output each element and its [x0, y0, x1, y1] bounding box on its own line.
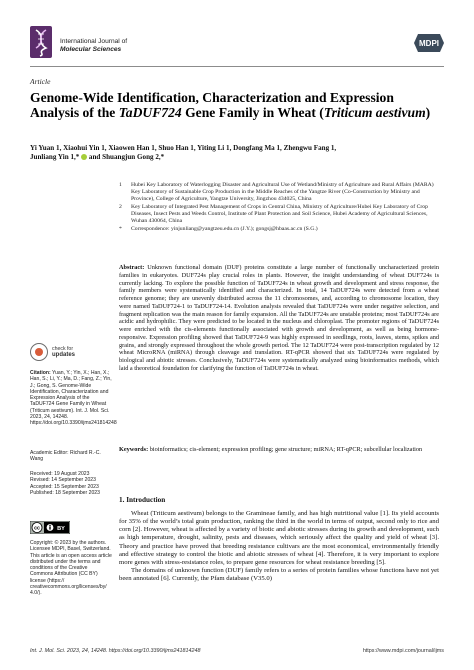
section-heading: 1. Introduction: [119, 496, 166, 504]
citation-label: Citation:: [30, 370, 51, 376]
abstract-label: Abstract:: [119, 264, 145, 271]
updates-icon: [30, 343, 48, 361]
abstract: [119, 264, 439, 373]
intro-paragraph: The domains of unknown function (DUF) family refers to a series of protein families whose functions have not yet been annotated [6]. Currently, the Pfam database (V35.0): [119, 567, 439, 583]
affiliation-number: 1: [119, 182, 122, 188]
journal-name-line2: Molecular Sciences: [60, 46, 122, 53]
date-accepted: Accepted: 15 September 2023: [30, 483, 99, 490]
date-published: Published: 18 September 2023: [30, 489, 100, 496]
authors-line2: [30, 153, 444, 162]
mdpi-logo-text: MDPI: [419, 39, 439, 49]
affiliation-item: [119, 182, 439, 203]
keywords-text: bioinformatics; cis-element; expression profiling; gene structure; miRNA; RT-qPCR; subcellular localization: [149, 446, 423, 453]
dates-block: [30, 471, 112, 496]
affiliation-number: 2: [119, 204, 122, 211]
check-for-updates-button[interactable]: [30, 342, 90, 364]
title-gene: TaDUF724: [118, 105, 182, 121]
article-title: [30, 90, 444, 121]
check-updates-line1: check for: [52, 346, 74, 352]
article-type: Article: [30, 77, 51, 86]
header: [30, 26, 444, 66]
svg-text:BY: BY: [57, 525, 65, 532]
mdpi-logo: [414, 34, 444, 52]
keywords: [119, 446, 439, 454]
header-divider: [30, 66, 444, 67]
introduction-body: [119, 510, 439, 583]
license-text: Copyright: © 2023 by the authors. Licensee MDPI, Basel, Switzerland. This article is an open access article distributed under the terms and conditions of the Creative Commons Attribution (CC BY) license (https:// creativecommons.org/licenses/by/ 4.0/).: [30, 540, 112, 596]
citation-text[interactable]: Yuan, Y.; Yin, X.; Han, X.; Han, S.; Li, Y.; Ma, D.; Fang, Z.; Yin, J.; Gong, S. Genome-Wide Identification, Characterization and Expression Analysis of the TaDUF724 Gene Family in Wheat (Triticum aestivum). Int. J. Mol. Sci. 2023, 24, 14248. https://doi.org/10.3390/ijms241814248: [30, 370, 117, 426]
footer-journal-url[interactable]: https://www.mdpi.com/journal/ijms: [362, 648, 444, 654]
intro-paragraph: Wheat (Triticum aestivum) belongs to the Gramineae family, and has high nutritional value [1]. Its yield accounts for 35% of the world’s total grain production, ranking the third in the world in terms of output, second only to rice and corn [2]. However, wheat is affected by a variety of biotic and abiotic stresses during its growth and development, such as high temperature, drought, salinity, pests and diseases, which seriously affect the quality and yield of wheat [3]. Theory and practice have proved that breeding resistance cultivars are the most economical, environmentally friendly and effective strategy to control the biotic and abiotic stresses of wheat [4]. Therefore, it is very important to explore more genes with stress-resistance roles, to prepare gene resources for wheat resistance breeding [5].: [119, 510, 439, 566]
journal-name-line1: International Journal of: [60, 38, 128, 45]
affiliation-number: *: [119, 226, 122, 233]
author-corresponding-2[interactable]: and Shuangjun Gong 2,*: [87, 153, 165, 162]
correspondence: [119, 226, 439, 233]
affiliation-text: Key Laboratory of Integrated Pest Management of Crops in Central China, Ministry of Agriculture/Hubei Key Laboratory of Crop Diseases, Insect Pests and Weeds Control, Institute of Plant Protection and Soil Science, Hubei Academy of Agricultural Sciences, Wuhan 430064, China: [131, 204, 428, 225]
author-list: [30, 144, 444, 162]
abstract-text: Unknown functional domain (DUF) proteins constitute a large number of functionally uncharacterized protein families in eukaryotes. DUF724s play crucial roles in plants. However, the insight understanding of wheat DUF724s is currently lacking. To explore the possible function of TaDUF724s in wheat growth and development and stress response, the family members were systematically identified and characterized. In total, 14 TaDUF724s were detected from a wheat reference genome; they are unevenly distributed across the 11 chromosomes, and, according to chromosome location, they were named TaDUF724-1 to TaDUF724-14. Evolution analysis revealed that TaDUF724s were under negative selection, and fragment replication was the main reason for family expansion. All the TaDUF724s are unstable proteins; most TaDUF724s are acidic and hydrophilic. They were predicted to be located in the nucleus and chloroplast. The promoter regions of TaDUF724s were enriched with the cis-elements functionally associated with growth and development, as well as being hormone-responsive. Expression profiling showed that TaDUF724-9 was highly expressed in seedlings, roots, leaves, stems, spikes and grains, and strongly expressed throughout the whole growth period. The 12 TaDUF724 were post-transcription regulated by 12 wheat MicroRNA (miRNA) through cleavage and translation. RT-qPCR showed that six TaDUF724s were regulated by biological and abiotic stresses. Conclusively, TaDUF724s were systematically analyzed using bioinformatics methods, which laid a theoretical foundation for clarifying the function of TaDUF724s in wheat.: [119, 264, 440, 372]
svg-text:cc: cc: [34, 525, 40, 532]
date-revised: Revised: 14 September 2023: [30, 477, 96, 484]
footer-citation[interactable]: Int. J. Mol. Sci. 2023, 24, 14248. https://doi.org/10.3390/ijms241814248: [30, 648, 201, 654]
keywords-label: Keywords:: [119, 446, 149, 453]
citation-block: [30, 370, 117, 426]
author-corresponding-1[interactable]: Junliang Yin 1,*: [30, 153, 80, 162]
date-received: Received: 19 August 2023: [30, 471, 90, 477]
editor-label: Academic Editor:: [30, 450, 69, 456]
affiliation-item: [119, 204, 439, 225]
journal-name: [60, 38, 127, 54]
authors-line1: Yi Yuan 1, Xiaohui Yin 1, Xiaowen Han 1, Shuo Han 1, Yiting Li 1, Dongfang Ma 1, Zhengwu Fang 1,: [30, 144, 337, 152]
correspondence-text[interactable]: Correspondence: yinjunliang@yangtzeu.edu.cn (J.Y.); gongsj@hbaas.ac.cn (S.G.): [131, 226, 318, 233]
editor-block: [30, 450, 112, 463]
dna-helix-icon: [30, 26, 52, 58]
title-part3: ): [425, 105, 431, 121]
license-block: [30, 540, 112, 596]
cc-by-license-icon[interactable]: [30, 521, 70, 534]
check-updates-text: [52, 346, 75, 358]
title-part2: Gene Family in Wheat (: [181, 105, 324, 121]
affiliations: [119, 182, 439, 234]
title-part1: Genome-Wide Identification, Characterization and Expression Analysis of the: [30, 90, 394, 121]
title-species: Triticum aestivum: [323, 105, 426, 121]
editor-name: Richard R.-C. Wang: [30, 450, 101, 463]
check-updates-line2: updates: [52, 352, 76, 358]
affiliation-text: Hubei Key Laboratory of Waterlogging Disaster and Agricultural Use of Wetland/Ministry of Agriculture and Rural Affairs (MARA) Key Laboratory of Sustainable Crop Production in the Middle Reaches of the Yangtze River (Co-Construction by Ministry and Province), College of Agriculture, Yangtze University, Jingzhou 434025, China: [131, 182, 434, 203]
